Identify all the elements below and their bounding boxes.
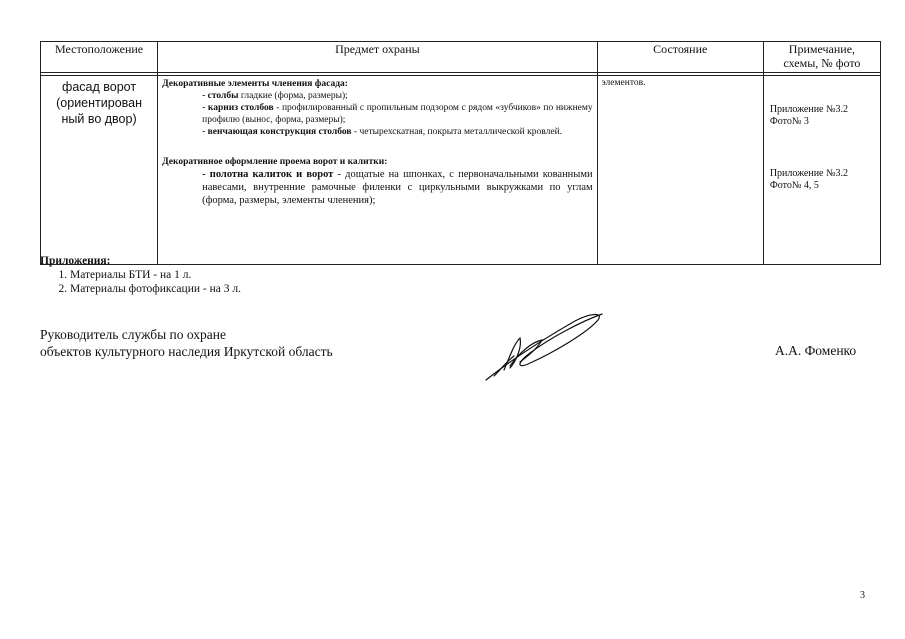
cell-note: [763, 76, 880, 265]
header-note-line2: схемы, № фото: [783, 56, 861, 70]
block1-item3: [162, 126, 593, 138]
cell-subject: [158, 76, 598, 265]
block2-item1: [162, 168, 593, 207]
appendices-title: Приложения:: [40, 255, 111, 267]
signatory-title: [40, 326, 333, 360]
header-location: Местоположение: [41, 42, 158, 73]
list-item: 1. Материалы БТИ - на 1 л.: [70, 268, 241, 282]
block2-title: Декоративное оформление проема ворот и калитки:: [162, 157, 388, 167]
handwritten-signature: [480, 306, 610, 386]
note1-line1: Приложение №3.2: [769, 104, 849, 115]
block1-item1: [162, 90, 593, 102]
table-header-row: [41, 42, 881, 73]
b1-item2-text: - профилированный с пропильным подзором с рядом «зубчиков» по нижнему профилю (вынос, форма, размеры);: [202, 103, 593, 125]
signatory-name: А.А. Фоменко: [775, 343, 857, 358]
protection-subject-table: [40, 41, 881, 265]
table-row: [41, 76, 881, 265]
header-note-line1: Примечание,: [788, 42, 856, 56]
note2-line2: Фото№ 4, 5: [769, 180, 819, 191]
block1-title: Декоративные элементы членения фасада:: [162, 79, 348, 89]
list-item: 2. Материалы фотофиксации - на 3 л.: [70, 282, 241, 296]
location-line2: (ориентирован: [56, 96, 142, 110]
b1-item3-bold: - венчающая конструкция столбов: [202, 127, 352, 137]
location-line1: фасад ворот: [62, 80, 137, 94]
b1-item2-bold: - карниз столбов: [202, 103, 274, 113]
cell-state: элементов.: [597, 76, 763, 265]
header-subject: Предмет охраны: [158, 42, 598, 73]
location-line3: ный во двор): [61, 112, 137, 126]
cell-location: [41, 76, 158, 265]
page-number: 3: [860, 590, 865, 601]
b1-item3-text: - четырехскатная, покрыта металлической кровлей.: [351, 127, 563, 137]
note2-line1: Приложение №3.2: [769, 168, 849, 179]
header-state: Состояние: [597, 42, 763, 73]
appendices-list: [40, 254, 241, 296]
b1-item1-bold: - столбы: [202, 91, 239, 101]
header-note: [763, 42, 880, 73]
b2-item1-text: - дощатые на шпонках, с первоначальными кованными навесами, внутренние рамочные филенки с циркульными выкружками по углам (форма, размеры, элементы членения);: [202, 169, 593, 206]
signatory-line2: объектов культурного наследия Иркутской область: [40, 344, 333, 359]
block1-item2: [162, 102, 593, 126]
signatory-line1: Руководитель службы по охране: [40, 327, 227, 342]
b2-item1-bold: - полотна калиток и ворот: [202, 169, 334, 180]
note1-line2: Фото№ 3: [769, 116, 809, 127]
b1-item1-text: гладкие (форма, размеры);: [238, 91, 348, 101]
